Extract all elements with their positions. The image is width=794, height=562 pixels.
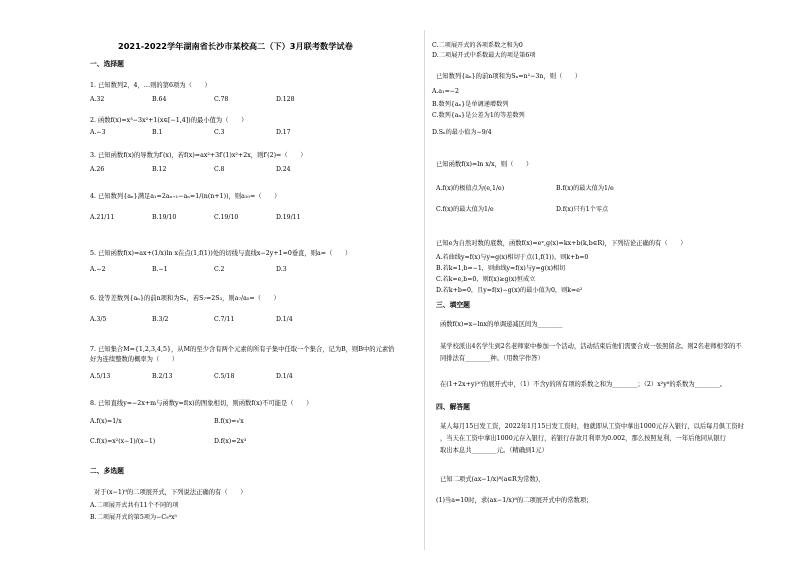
question-1-stem: 1. 已知数列2，4，…则的第6项为（ ） — [90, 82, 211, 89]
question-16-stem: 某人每月15日发工资，2022年1月15日发工资时，他就即从工资中拿出1000元存入银行，以后每月俱工资时 — [440, 423, 744, 430]
q5-option-d: D.3 — [276, 266, 287, 273]
q6-option-d: D.1/4 — [276, 316, 293, 323]
question-3-stem: 3. 已知函数f(x)的导数为f′(x)，若f(x)=ax²+3f′(1)x²+2x，则f′(2)=（ ） — [90, 152, 307, 159]
q3-option-a: A.26 — [90, 166, 105, 173]
q2-option-b: B.1 — [152, 129, 163, 136]
q1-option-c: C.78 — [214, 96, 229, 103]
q6-option-a: A.3/5 — [90, 316, 107, 323]
binding-margin — [0, 0, 18, 562]
q5-option-c: C.2 — [214, 266, 225, 273]
q10-option-c: C.数列{aₙ}是公差为1的等差数列 — [432, 112, 525, 119]
question-5-stem: 5. 已知函数f(x)=ax+(1/x)ln x在点(1,f(1))处的切线与直线x−2y+1=0垂直，则a=（ ） — [90, 250, 352, 257]
q12-option-a: A.若曲线y=f(x)与y=g(x)相切于点(1,f(1))，则k+b=0 — [436, 254, 589, 261]
q11-option-d: D.f(x)只有1个零点 — [556, 206, 609, 213]
q6-option-c: C.7/11 — [214, 316, 235, 323]
q8-option-b: B.f(x)=√x — [214, 418, 244, 425]
q10-option-b: B.数列{aₙ}是单调递增数列 — [432, 101, 509, 108]
question-14-stem: 某学校派出4名学生到2名老师家中参加一个活动，活动结束后他们需要合成一张照留念。则2名老师相邻的不 — [440, 343, 742, 350]
q10-option-d: D.Sₙ的最小值为−9/4 — [432, 129, 492, 136]
q2-option-d: D.17 — [276, 129, 291, 136]
q9-option-a: A.二项展开式共有11个不同的项 — [90, 502, 179, 509]
question-15-stem: 在(1+2x+y)¹⁰的展开式中，（1）不含y的所有项的系数之和为________；（2）x²y⁸的系数为________。 — [440, 381, 727, 388]
q8-option-a: A.f(x)=1/x — [90, 418, 122, 425]
q12-option-b: B.若k=1,b=−1，则曲线y=f(x)与y=g(x)相切 — [436, 265, 566, 272]
q11-option-a: A.f(x)的极值点为(e,1/e) — [436, 185, 505, 192]
q3-option-d: D.24 — [276, 166, 291, 173]
q12-option-d: D.若k+b=0，且y=f(x)−g(x)的最小值为0，则k=e² — [436, 287, 583, 294]
question-16-stem-cont2: 取出本息共________元。（精确到1元） — [440, 447, 548, 454]
q7-option-d: D.1/4 — [276, 373, 293, 380]
section-heading-multi: 二、多选题 — [90, 467, 124, 475]
q9-option-c: C.二项展开式的各项系数之和为0 — [432, 42, 523, 49]
q10-option-a: A.a₁=−2 — [432, 88, 459, 95]
q3-option-b: B.12 — [152, 166, 167, 173]
q7-option-c: C.5/18 — [214, 373, 235, 380]
q7-option-b: B.2/13 — [152, 373, 173, 380]
q4-option-c: C.19/10 — [214, 214, 239, 221]
q11-option-b: B.f(x)的最大值为1/e — [556, 185, 614, 192]
column-divider — [424, 30, 425, 550]
q6-option-b: B.3/2 — [152, 316, 169, 323]
q12-option-c: C.若k=e,b=0，则f(x)≥g(x)恒成立 — [436, 276, 536, 283]
q4-option-b: B.19/10 — [152, 214, 177, 221]
q5-option-a: A.−2 — [90, 266, 106, 273]
section-heading-solve: 四、解答题 — [436, 403, 470, 411]
q5-option-b: B.−1 — [152, 266, 168, 273]
q1-option-a: A.32 — [90, 96, 105, 103]
question-7-stem-cont: 好为连续整数的概率为（ ） — [90, 356, 179, 363]
q1-option-b: B.64 — [152, 96, 167, 103]
q2-option-c: C.3 — [214, 129, 225, 136]
q9-option-d: D.二项展开式中系数最大的项是第6项 — [432, 52, 536, 59]
question-9-stem: 对于(x−1)⁹的二项展开式，下列说法正确的有（ ） — [94, 489, 247, 496]
q1-option-d: D.128 — [276, 96, 295, 103]
question-6-stem: 6. 设等差数列{aₙ}的前n项和为Sₙ，若S₇=2S₃，则a₇/a₅=（ ） — [90, 295, 280, 302]
question-12-stem: 已知e为自然对数的底数，函数f(x)=eˣ,g(x)=kx+b(k,b∈R)，下列结论正确的有（ ） — [436, 240, 687, 247]
question-11-stem: 已知函数f(x)=ln x/x，则（ ） — [436, 161, 533, 168]
q8-option-d: D.f(x)=2x³ — [214, 438, 247, 445]
q11-option-c: C.f(x)的最大值为1/e — [436, 206, 494, 213]
q4-option-a: A.21/11 — [90, 214, 115, 221]
question-10-stem: 已知数列{aₙ}的前n项和为Sₙ=n²−3n，则（ ） — [436, 73, 582, 80]
q8-option-c: C.f(x)=x²(x−1)/(x−1) — [90, 438, 156, 445]
page-title: 2021-2022学年湖南省长沙市某校高二（下）3月联考数学试卷 — [118, 41, 353, 51]
question-17-stem: 已知二项式(ax−1/x)⁸(a∈R为常数)， — [440, 476, 545, 483]
q9-option-b: B.二项展开式的第5项为−C₉⁴x⁵ — [90, 514, 177, 521]
question-16-stem-cont: ，当天在工资中拿出1000元存入银行，若银行存款月利率为0.002，那么按照复利，一年后他同从银行 — [440, 435, 726, 442]
question-14-stem-cont: 同排法有________种。（用数字作答） — [440, 355, 544, 362]
q3-option-c: C.8 — [214, 166, 225, 173]
section-heading-choice: 一、选择题 — [90, 60, 124, 68]
question-2-stem: 2. 函数f(x)=x³−3x²+1(x∈[−1,4])的最小值为（ ） — [90, 117, 248, 124]
question-13-stem: 函数f(x)=x−lnx的单调递减区间为________ — [440, 321, 563, 328]
q7-option-a: A.5/13 — [90, 373, 111, 380]
q2-option-a: A.−3 — [90, 129, 106, 136]
question-17-part1: (1)当a=10时，求(ax−1/x)⁸的二项展开式中的常数项； — [436, 497, 593, 504]
question-8-stem: 8. 已知直线y=−2x+m与函数y=f(x)的图象相切，则函数f(x)不可能是（ ） — [90, 400, 313, 407]
question-4-stem: 4. 已知数列{aₙ}满足a₁=2aₙ₊₁−aₙ=1/(n(n+1))，则a₁₀=（ ） — [90, 193, 281, 200]
question-7-stem: 7. 已知集合M={1,2,3,4,5}，从M的至少含有两个元素的所有子集中任取一个集合，记为B，则B中的元素恰 — [90, 346, 395, 353]
section-heading-fill: 三、填空题 — [436, 301, 470, 309]
q4-option-d: D.19/11 — [276, 214, 301, 221]
